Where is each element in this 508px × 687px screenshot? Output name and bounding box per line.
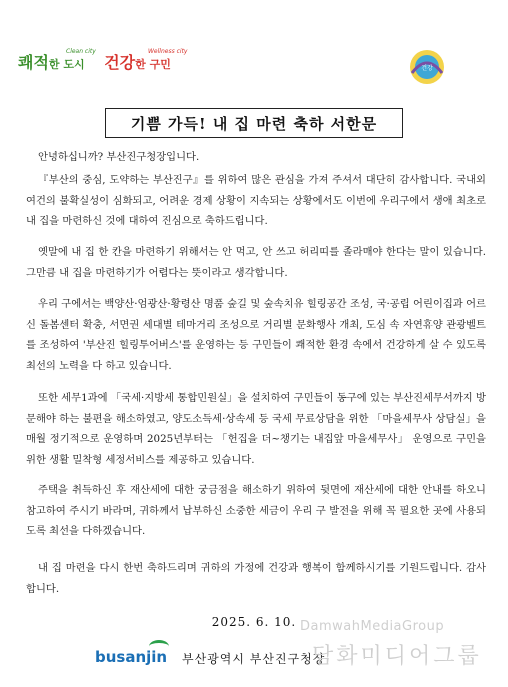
body-paragraph-4: 또한 세무1과에 「국세·지방세 통합민원실」을 설치하여 구민들이 동구에 있는 부산진세무서까지 방문해야 하는 불편을 해소하였고, 양도소득세·상속세 등 국세 무료상담을 위한 「마을세무사 상담실」을 매월 정기적으로 운영하며 2025년부터는 「헌집을 더~챙기는 내집앞 마을세무사」 운영으로 구민을 위한 생활 밀착형 세정서비스를 제공하고 있습니다.: [26, 392, 486, 466]
letter-title: 기쁨 가득! 내 집 마련 축하 서한문: [105, 108, 403, 138]
letter-header: [0, 0, 508, 95]
busanjin-logo: busanjin: [95, 648, 168, 666]
closing-paragraph: 내 집 마련을 다시 한번 축하드리며 귀하의 가정에 건강과 행복이 함께하시기를 기원드립니다. 감사합니다.: [26, 562, 486, 595]
watermark-korean: 담화미디어그룹: [312, 644, 482, 669]
watermark: [300, 619, 482, 669]
letter-date: 2025. 6. 10.: [211, 615, 297, 629]
slogan-logo: [18, 50, 171, 80]
body-paragraph-2: 옛말에 내 집 한 칸을 마련하기 위해서는 안 먹고, 안 쓰고 허리띠를 졸라매야 한다는 말이 있습니다. 그만큼 내 집을 마련하기가 어렵다는 뜻이라고 생각합니다.: [26, 246, 486, 279]
slogan-word-city: 한 도시: [48, 58, 85, 71]
watermark-english: DamwahMediaGroup: [300, 619, 445, 634]
district-emblem-icon: [404, 47, 450, 87]
slogan-subtitle-wellness: Wellness city: [148, 48, 188, 55]
slogan-word-health: 건강: [104, 53, 136, 72]
body-paragraph-3: 우리 구에서는 백양산·엄광산·황령산 명품 숲길 및 숲속치유 힐링공간 조성, 국·공립 어린이집과 어르신 돌봄센터 확충, 서면권 세대별 테마거리 조성으로 거리별 문화행사 개최, 도심 속 자연휴양 관광벨트를 조성하여 '부산진 힐링투어버스'를 운영하는 등 구민들이 쾌적한 환경 속에서 건강하게 살 수 있도록 최선의 노력을 다 하고 있습니다.: [26, 298, 486, 372]
svg-text:건강: 건강: [421, 65, 433, 72]
body-paragraph-1: 『부산의 중심, 도약하는 부산진구』를 위하여 많은 관심을 가져 주셔서 대단히 감사합니다. 국내외 여건의 불확실성이 심화되고, 어려운 경제 상황이 지속되는 상황에서도 이번에 우리구에서 생애 최초로 내 집을 마련하신 것에 대하여 진심으로 축하드립니다.: [26, 174, 486, 227]
signatory: 부산광역시 부산진구청장: [182, 652, 326, 666]
greeting-paragraph: 안녕하십니까? 부산진구청장입니다.: [38, 151, 200, 163]
slogan-subtitle-clean: Clean city: [66, 48, 96, 55]
body-paragraph-5: 주택을 취득하신 후 재산세에 대한 궁금점을 해소하기 위하여 뒷면에 재산세에 대한 안내를 하오니 참고하여 주시기 바라며, 귀하께서 납부하신 소중한 세금이 우리 구 발전을 위해 꼭 필요한 곳에 사용되도록 최선을 다하겠습니다.: [26, 484, 486, 537]
slogan-word-clean: 쾌적: [18, 53, 49, 72]
slogan-word-citizens: 한 구민: [135, 58, 171, 71]
